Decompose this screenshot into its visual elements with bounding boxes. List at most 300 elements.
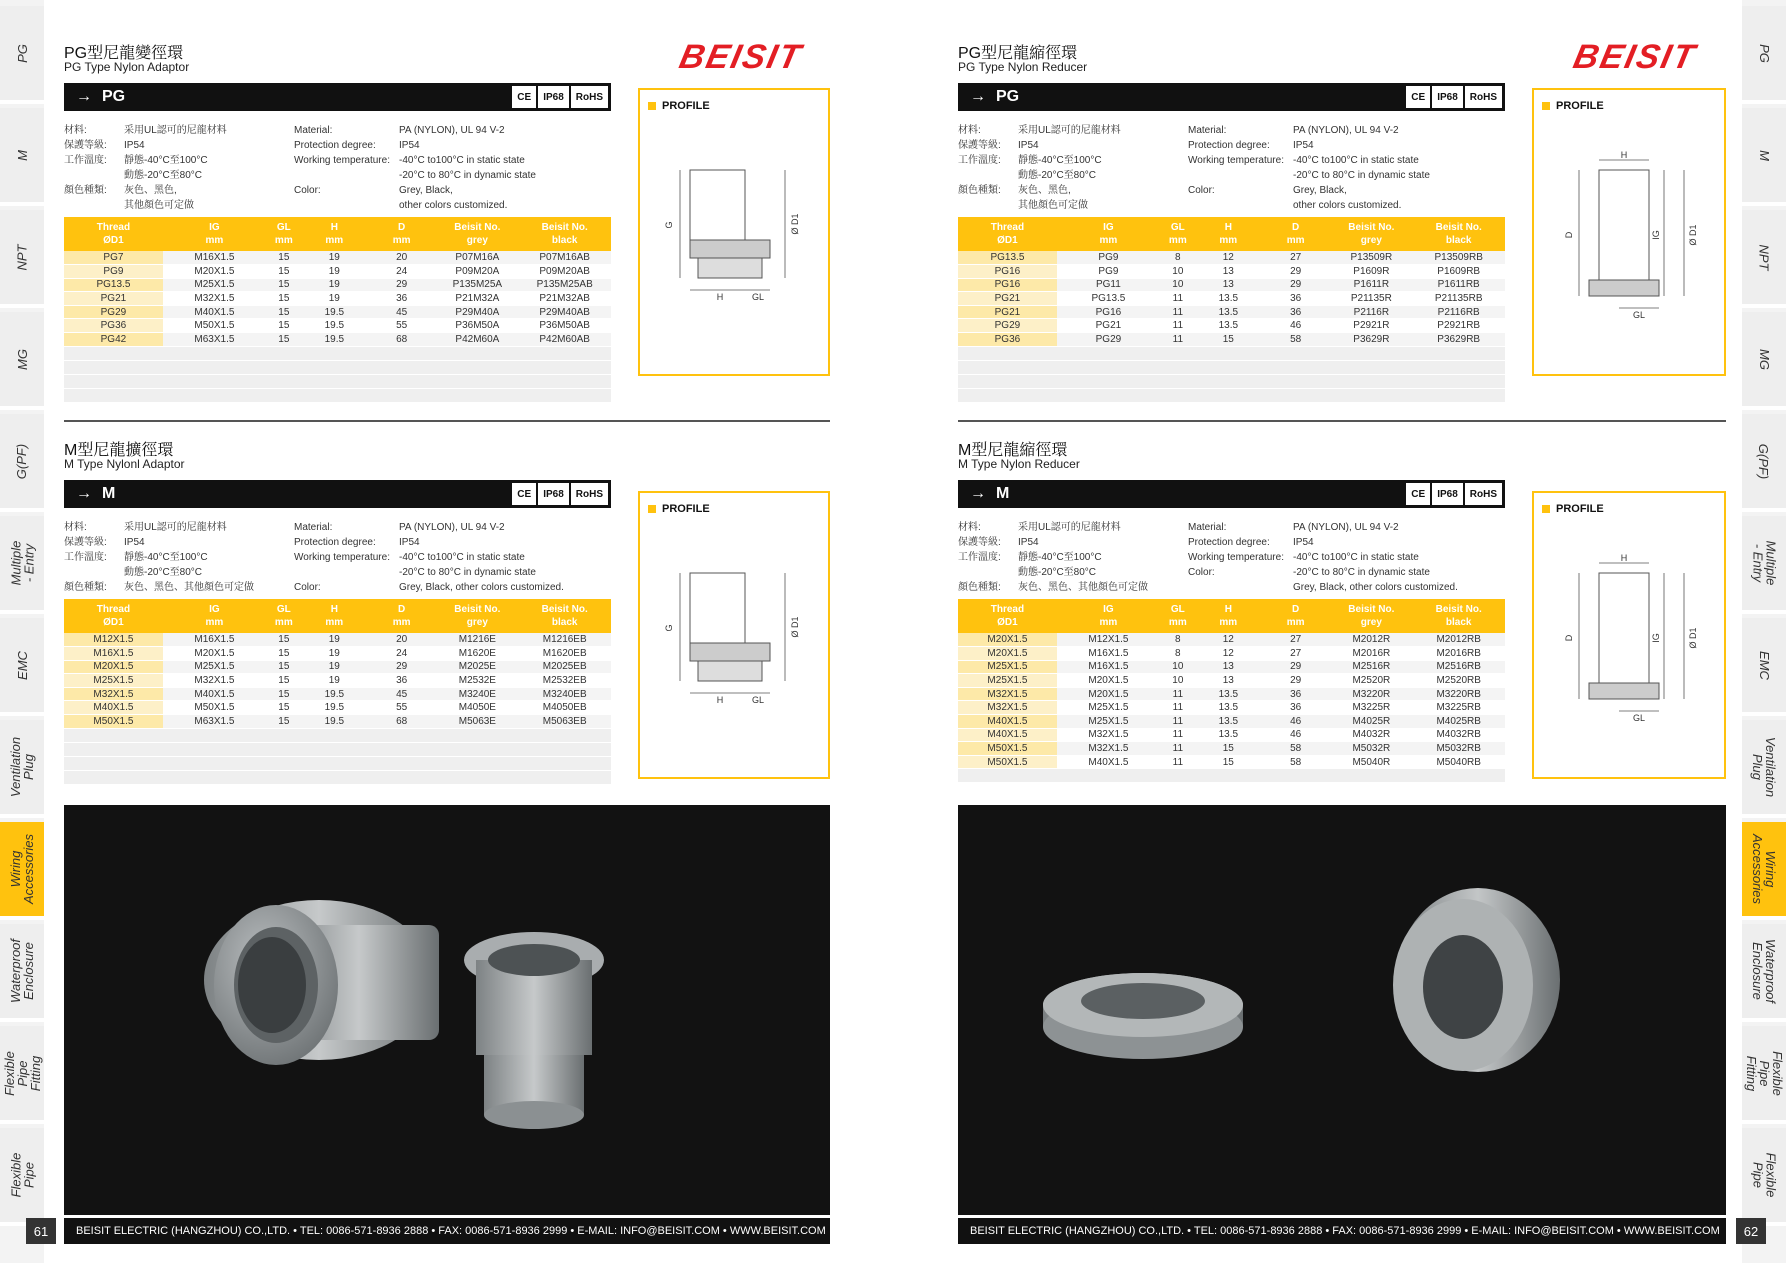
table-cell: PG16	[1057, 305, 1160, 319]
spec-row	[958, 153, 1513, 168]
table-header-line: H	[1224, 604, 1232, 615]
right-tab-pg[interactable]	[1742, 6, 1786, 104]
cert-badges	[512, 483, 608, 505]
table-header-line: mm	[1286, 235, 1305, 246]
table-cell: PG21	[958, 292, 1057, 306]
table-cell: M16X1.5	[64, 647, 163, 661]
table-cell: P13509RB	[1412, 251, 1505, 265]
table-header	[1057, 599, 1160, 633]
table-header-line: H	[330, 222, 338, 233]
table-cell: 15	[266, 292, 302, 306]
table-header-line: mm	[205, 617, 224, 628]
table-cell-empty	[1412, 388, 1505, 402]
table-cell-empty	[1196, 374, 1261, 388]
table-cell-empty	[518, 360, 611, 374]
table-header	[163, 217, 266, 251]
section-title-cn: PG型尼龍變徑環	[64, 45, 184, 62]
left-tab-wiring-accessories[interactable]	[0, 822, 44, 920]
table-cell: 12	[1196, 633, 1261, 647]
table-row	[64, 674, 611, 688]
tab-label: Wiring Accessories	[1750, 833, 1779, 905]
table-cell: M5032R	[1330, 742, 1412, 756]
table-cell: P29M40AB	[518, 305, 611, 319]
table-cell: M20X1.5	[958, 647, 1057, 661]
left-tab-npt[interactable]	[0, 210, 44, 308]
table-cell-empty	[1412, 769, 1505, 783]
left-tab-g-pf[interactable]	[0, 414, 44, 512]
spec-cell	[1188, 198, 1293, 213]
spec-table	[64, 599, 611, 785]
left-tab-pg[interactable]	[0, 6, 44, 104]
table-cell: 15	[266, 647, 302, 661]
table-cell: 13.5	[1196, 715, 1261, 729]
right-tab-wiring-accessories[interactable]	[1742, 822, 1786, 920]
spec-cell	[64, 565, 124, 580]
cert-badge-ip68: IP68	[538, 483, 569, 505]
section-title-cn: PG型尼龍縮徑環	[958, 45, 1078, 62]
brand-logo: BEISIT	[676, 38, 806, 76]
cert-badge-ip68: IP68	[1432, 483, 1463, 505]
table-cell: 13.5	[1196, 305, 1261, 319]
table-cell: M50X1.5	[163, 319, 266, 333]
table-cell: 36	[1261, 305, 1330, 319]
table-cell: 13	[1196, 265, 1261, 279]
right-tab-flexible-pipe[interactable]	[1742, 1128, 1786, 1226]
table-cell: M50X1.5	[958, 755, 1057, 769]
table-cell: P21M32AB	[518, 292, 611, 306]
tab-label: Ventilation Plug	[1750, 736, 1779, 798]
cert-badge-ip68: IP68	[1432, 86, 1463, 108]
table-cell: 11	[1160, 715, 1196, 729]
spec-row	[64, 550, 619, 565]
table-cell: 13.5	[1196, 292, 1261, 306]
spec-row	[64, 153, 619, 168]
spec-cell: 顏色種類:	[958, 582, 1001, 593]
table-header-line: Beisit No.	[1348, 604, 1395, 615]
table-cell-empty	[1057, 346, 1160, 360]
section-title-cn: M型尼龍擴徑環	[64, 442, 174, 459]
spec-cell: other colors customized.	[399, 200, 508, 211]
left-side-tabs	[0, 0, 44, 1263]
drawing-label-g: G	[664, 221, 674, 229]
table-cell-empty	[163, 374, 266, 388]
spec-cell: 靜態-40°C至100°C	[1018, 552, 1102, 563]
table-cell: M5032RB	[1412, 742, 1505, 756]
spec-cell	[294, 168, 399, 183]
spec-list	[958, 123, 1513, 213]
table-cell: P1611RB	[1412, 278, 1505, 292]
left-tab-emc[interactable]	[0, 618, 44, 716]
spec-cell: Protection degree:	[1188, 537, 1270, 548]
right-tab-npt[interactable]	[1742, 210, 1786, 308]
table-cell-empty	[1261, 769, 1330, 783]
right-tab-g-pf[interactable]	[1742, 414, 1786, 512]
table-cell: 15	[266, 633, 302, 647]
table-cell: P1609RB	[1412, 265, 1505, 279]
table-cell: PG21	[64, 292, 163, 306]
table-header-line: mm	[205, 235, 224, 246]
spec-row	[64, 520, 619, 535]
right-tab-emc[interactable]	[1742, 618, 1786, 716]
table-row-empty	[64, 728, 611, 742]
table-cell: M32X1.5	[64, 687, 163, 701]
drawing-label-d1: Ø D1	[790, 616, 800, 638]
right-tab-m[interactable]	[1742, 108, 1786, 206]
spec-cell: 顏色種類:	[64, 185, 107, 196]
right-tab-waterproof-enclosure[interactable]	[1742, 924, 1786, 1022]
table-cell: 19.5	[302, 305, 367, 319]
spec-row	[958, 580, 1513, 595]
table-cell: P135M25AB	[518, 278, 611, 292]
table-cell: M1216E	[436, 633, 518, 647]
spec-row	[958, 123, 1513, 138]
spec-cell	[294, 565, 399, 580]
spec-cell: Material:	[294, 522, 333, 533]
table-cell: M16X1.5	[1057, 647, 1160, 661]
table-cell-empty	[1160, 360, 1196, 374]
table-header-line: mm	[1219, 235, 1238, 246]
table-row	[64, 687, 611, 701]
adaptor-technical-drawing	[650, 150, 820, 350]
left-tab-waterproof-enclosure[interactable]	[0, 924, 44, 1022]
table-cell: M25X1.5	[64, 674, 163, 688]
table-cell: 19	[302, 292, 367, 306]
table-cell: M20X1.5	[1057, 687, 1160, 701]
table-cell: M2532EB	[518, 674, 611, 688]
table-cell-empty	[1160, 374, 1196, 388]
table-cell-empty	[1261, 360, 1330, 374]
left-tab-flexible-pipe[interactable]	[0, 1128, 44, 1226]
spec-cell: Color:	[294, 185, 321, 196]
table-cell-empty	[64, 742, 163, 756]
table-row	[958, 647, 1505, 661]
table-cell: 8	[1160, 633, 1196, 647]
table-header	[1412, 599, 1505, 633]
table-cell: M2520RB	[1412, 674, 1505, 688]
tab-label: Flexible Pipe	[8, 1152, 37, 1198]
table-cell-empty	[64, 728, 163, 742]
table-cell: 15	[266, 660, 302, 674]
table-cell: P13509R	[1330, 251, 1412, 265]
profile-label-text: PROFILE	[662, 503, 710, 515]
tab-label: Waterproof Enclosure	[8, 938, 37, 1004]
table-cell: M2532E	[436, 674, 518, 688]
table-header-line: Thread	[96, 222, 131, 233]
table-cell: M32X1.5	[958, 701, 1057, 715]
table-cell-empty	[958, 374, 1057, 388]
profile-label	[648, 503, 710, 515]
table-header-line: Beisit No.	[1435, 604, 1482, 615]
table-header-line: mm	[392, 235, 411, 246]
spec-row	[958, 168, 1513, 183]
table-cell: M1620E	[436, 647, 518, 661]
table-cell: 19	[302, 251, 367, 265]
table-cell: 15	[266, 333, 302, 347]
table-cell: 20	[367, 251, 436, 265]
table-header	[163, 599, 266, 633]
table-row-empty	[64, 346, 611, 360]
table-header	[958, 217, 1057, 251]
table-cell: M3240EB	[518, 687, 611, 701]
table-row-empty	[64, 360, 611, 374]
table-cell: 13	[1196, 660, 1261, 674]
table-cell: 11	[1160, 292, 1196, 306]
tab-label: MG	[14, 348, 30, 370]
spec-cell	[1188, 580, 1293, 595]
table-header-line: Beisit No.	[541, 604, 588, 615]
left-tab-m[interactable]	[0, 108, 44, 206]
table-cell: P1611R	[1330, 278, 1412, 292]
table-cell: 19	[302, 647, 367, 661]
table-header-line: IG	[1103, 604, 1114, 615]
table-cell-empty	[64, 374, 163, 388]
table-cell: M1620EB	[518, 647, 611, 661]
table-cell: 27	[1261, 251, 1330, 265]
right-side-tabs	[1742, 0, 1786, 1263]
table-cell: 24	[367, 647, 436, 661]
table-cell: 15	[266, 278, 302, 292]
table-cell-empty	[518, 728, 611, 742]
spec-cell: Working temperature:	[294, 155, 390, 166]
section-title-en: M Type Nylonl Adaptor	[64, 457, 185, 471]
spec-cell: Working temperature:	[294, 552, 390, 563]
spec-row	[64, 535, 619, 550]
table-cell: M20X1.5	[64, 660, 163, 674]
spec-cell: 顏色種類:	[64, 582, 107, 593]
table-cell: 45	[367, 305, 436, 319]
table-header-line: Thread	[990, 604, 1025, 615]
spec-cell: IP54	[399, 537, 420, 548]
table-cell-empty	[266, 742, 302, 756]
table-cell: 19.5	[302, 701, 367, 715]
table-cell: M40X1.5	[163, 687, 266, 701]
left-tab-ventilation-plug[interactable]	[0, 720, 44, 818]
spec-cell: 靜態-40°C至100°C	[1018, 155, 1102, 166]
spec-cell: Color:	[1188, 185, 1215, 196]
table-header-line: D	[1292, 604, 1300, 615]
table-cell: PG36	[958, 333, 1057, 347]
cert-badges	[1406, 483, 1502, 505]
spec-row	[64, 198, 619, 213]
table-header-line: mm	[1099, 617, 1118, 628]
table-header	[436, 217, 518, 251]
tab-label: G(PF)	[1756, 443, 1772, 479]
spec-cell: 其他顏色可定做	[124, 200, 194, 211]
table-cell: 10	[1160, 674, 1196, 688]
table-cell: M25X1.5	[1057, 715, 1160, 729]
spec-cell	[958, 168, 1018, 183]
table-cell: 11	[1160, 755, 1196, 769]
drawing-label-gl: GL	[751, 292, 765, 302]
table-header-line: mm	[1168, 235, 1187, 246]
spec-cell: Protection degree:	[294, 537, 376, 548]
table-header	[302, 599, 367, 633]
section-title-en: PG Type Nylon Reducer	[958, 60, 1088, 74]
table-row-empty	[958, 769, 1505, 783]
profile-label	[1542, 503, 1604, 515]
spec-row	[64, 565, 619, 580]
table-cell: M25X1.5	[1057, 701, 1160, 715]
spec-cell: 采用UL認可的尼龍材料	[124, 125, 227, 136]
table-cell-empty	[1412, 374, 1505, 388]
table-cell: P42M60AB	[518, 333, 611, 347]
table-cell: 55	[367, 701, 436, 715]
tab-label: M	[1756, 149, 1772, 161]
table-header-line: Beisit No.	[1348, 222, 1395, 233]
spec-cell: Material:	[294, 125, 333, 136]
table-cell: PG29	[1057, 333, 1160, 347]
section-title-cn: M型尼龍縮徑環	[958, 442, 1068, 459]
table-header	[1196, 599, 1261, 633]
table-header-line: mm	[1219, 617, 1238, 628]
table-cell-empty	[266, 770, 302, 784]
table-cell: P36M50A	[436, 319, 518, 333]
table-header-line: Beisit No.	[454, 222, 501, 233]
left-tab-multiple-entry[interactable]	[0, 516, 44, 614]
profile-label	[648, 100, 710, 112]
table-cell: 58	[1261, 333, 1330, 347]
bullet-square-icon	[1542, 505, 1550, 513]
profile-label-text: PROFILE	[662, 100, 710, 112]
table-header	[1160, 217, 1196, 251]
table-cell-empty	[1196, 346, 1261, 360]
table-header-line: Thread	[990, 222, 1025, 233]
spec-cell	[958, 198, 1018, 213]
cert-badge-ce: CE	[512, 483, 536, 505]
table-cell: M2012RB	[1412, 633, 1505, 647]
table-cell-empty	[302, 360, 367, 374]
table-cell: 15	[1196, 333, 1261, 347]
tab-label: MG	[1756, 348, 1772, 370]
table-cell-empty	[367, 742, 436, 756]
table-header	[1261, 217, 1330, 251]
table-header-line: grey	[466, 235, 488, 246]
table-row	[64, 633, 611, 647]
table-cell-empty	[266, 728, 302, 742]
table-row	[958, 701, 1505, 715]
spec-cell: 其他顏色可定做	[1018, 200, 1088, 211]
spec-cell: 材料:	[64, 125, 87, 136]
spec-cell: Working temperature:	[1188, 155, 1284, 166]
reducer-part-2	[1393, 888, 1560, 1072]
spec-cell: IP54	[1293, 140, 1314, 151]
table-cell: PG29	[958, 319, 1057, 333]
table-cell: PG13.5	[958, 251, 1057, 265]
spec-cell: 工作溫度:	[958, 552, 1001, 563]
spec-cell: 灰色、黑色,	[1018, 185, 1071, 196]
table-header	[1196, 217, 1261, 251]
table-cell: M32X1.5	[1057, 728, 1160, 742]
table-cell: 13.5	[1196, 319, 1261, 333]
footer-contact-right: BEISIT ELECTRIC (HANGZHOU) CO.,LTD. • TEL: 0086-571-8936 2888 • FAX: 0086-571-8936 2999 • E-MAIL: INFO@BEISIT.COM • WWW.BEISIT.COM	[958, 1218, 1726, 1244]
table-cell: P135M25A	[436, 278, 518, 292]
right-tab-ventilation-plug[interactable]	[1742, 720, 1786, 818]
drawing-body	[690, 573, 745, 643]
table-cell: M3240E	[436, 687, 518, 701]
tab-label: G(PF)	[14, 443, 30, 479]
bullet-square-icon	[648, 102, 656, 110]
table-cell-empty	[163, 728, 266, 742]
right-tab-mg[interactable]	[1742, 312, 1786, 410]
table-cell-empty	[367, 770, 436, 784]
spec-cell: 采用UL認可的尼龍材料	[124, 522, 227, 533]
table-cell-empty	[367, 388, 436, 402]
page-number-left: 61	[26, 1218, 56, 1244]
brand-logo: BEISIT	[1570, 38, 1700, 76]
table-row	[958, 715, 1505, 729]
table-header	[1261, 599, 1330, 633]
section-title-en: M Type Nylon Reducer	[958, 457, 1080, 471]
table-cell: P2921R	[1330, 319, 1412, 333]
table-cell: P2116RB	[1412, 305, 1505, 319]
table-cell-empty	[266, 360, 302, 374]
table-cell: 11	[1160, 728, 1196, 742]
table-cell: 24	[367, 265, 436, 279]
table-cell-empty	[302, 770, 367, 784]
drawing-label-h: H	[1620, 150, 1628, 160]
spec-cell: -20°C to 80°C in dynamic state	[1293, 170, 1430, 181]
left-tab-mg[interactable]	[0, 312, 44, 410]
spec-cell: IP54	[1018, 537, 1039, 548]
table-cell: 12	[1196, 251, 1261, 265]
drawing-label-h: H	[1620, 553, 1628, 563]
table-header	[1160, 599, 1196, 633]
table-row	[64, 278, 611, 292]
drawing-label-d1: Ø D1	[1688, 627, 1698, 649]
right-tab-flexible-pipe-fitting[interactable]	[1742, 1026, 1786, 1124]
table-header-line: H	[1224, 222, 1232, 233]
table-cell: M2520R	[1330, 674, 1412, 688]
table-cell-empty	[163, 360, 266, 374]
table-header	[518, 599, 611, 633]
table-header-line: GL	[276, 222, 291, 233]
table-cell: M4025RB	[1412, 715, 1505, 729]
table-cell-empty	[163, 388, 266, 402]
spec-row	[958, 183, 1513, 198]
drawing-body	[1599, 573, 1649, 693]
table-row-empty	[958, 360, 1505, 374]
table-row	[64, 319, 611, 333]
spec-cell: -20°C to 80°C in dynamic state	[399, 567, 536, 578]
left-tab-flexible-pipe-fitting[interactable]	[0, 1026, 44, 1124]
table-row	[64, 251, 611, 265]
table-cell: 10	[1160, 265, 1196, 279]
spec-cell: 動態-20°C至80°C	[1018, 170, 1097, 181]
table-header-line: GL	[1170, 222, 1185, 233]
table-header-line: mm	[1286, 617, 1305, 628]
category-bar	[64, 83, 611, 111]
table-cell: P2921RB	[1412, 319, 1505, 333]
category-bar-label: M	[102, 485, 116, 502]
table-header	[436, 599, 518, 633]
right-tab-multiple-entry[interactable]	[1742, 516, 1786, 614]
spec-cell: 保護等級:	[958, 140, 1001, 151]
drawing-hex	[690, 240, 770, 258]
footer-contact-left: BEISIT ELECTRIC (HANGZHOU) CO.,LTD. • TEL: 0086-571-8936 2888 • FAX: 0086-571-8936 2999 • E-MAIL: INFO@BEISIT.COM • WWW.BEISIT.COM	[64, 1218, 830, 1244]
table-cell: PG13.5	[64, 278, 163, 292]
table-cell: P21M32A	[436, 292, 518, 306]
table-cell-empty	[1160, 388, 1196, 402]
table-cell: 11	[1160, 305, 1196, 319]
table-cell: 19	[302, 633, 367, 647]
table-cell: P21135RB	[1412, 292, 1505, 306]
table-cell-empty	[1330, 769, 1412, 783]
table-cell: P07M16AB	[518, 251, 611, 265]
spec-row	[958, 138, 1513, 153]
table-cell-empty	[1261, 388, 1330, 402]
tab-label: M	[14, 149, 30, 161]
spec-cell: IP54	[1293, 537, 1314, 548]
